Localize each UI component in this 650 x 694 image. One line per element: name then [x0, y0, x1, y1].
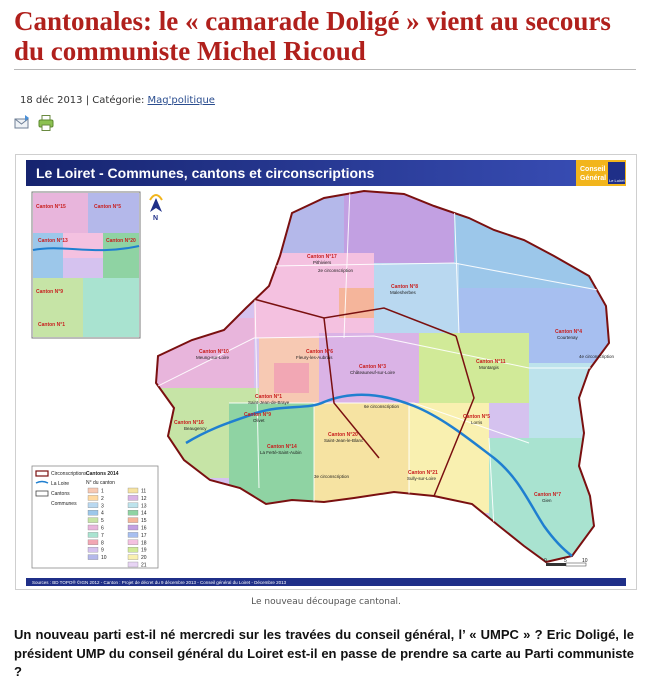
- legend-line-label: Cantons: [51, 491, 70, 497]
- title-divider: [14, 69, 636, 70]
- canton-town: La Ferté-Saint-Aubin: [260, 450, 302, 455]
- category-label: Catégorie:: [92, 95, 145, 106]
- legend-swatch: [88, 540, 98, 545]
- map-sources: Sources : BD TOPO® ©IGN 2012 - Canton : Projet de décret du 9 décembre 2013 - Conseil général du Loiret - Décembre 2013: [32, 580, 287, 585]
- legend-line-label: Communes: [51, 501, 77, 507]
- scale-label: 5: [564, 558, 567, 564]
- canton-label: Canton N°7: [534, 492, 561, 498]
- canton-label: Canton N°5: [463, 414, 490, 420]
- legend-swatch: [128, 547, 138, 552]
- canton-label: Canton N°3: [359, 364, 386, 370]
- canton-town: Saint-Jean-le-Blanc: [324, 438, 364, 443]
- legend-swatch-label: 5: [101, 518, 104, 525]
- inset-label: Canton N°1: [38, 322, 65, 328]
- legend-swatch-label: 3: [101, 503, 104, 510]
- north-label: N: [153, 215, 159, 222]
- meta-separator: |: [85, 95, 90, 106]
- article-title[interactable]: Cantonales: le « camarade Doligé » vient au secours du communiste Michel Ricoud: [14, 6, 611, 66]
- canton-town: Lorris: [471, 420, 483, 425]
- circonscription-label: 3e circonscription: [314, 474, 350, 479]
- email-icon[interactable]: [13, 114, 31, 132]
- legend-swatch-label: 9: [101, 547, 104, 554]
- canton-label: Canton N°20: [328, 432, 358, 438]
- legend-swatch: [128, 555, 138, 560]
- canton-town: Meung-sur-Loire: [196, 355, 230, 360]
- canton-town: Saint-Jean-de-Braye: [248, 400, 290, 405]
- legend-swatch: [128, 503, 138, 508]
- canton-town: Malesherbes: [390, 290, 416, 295]
- legend-swatch: [88, 495, 98, 500]
- canton-town: Fleury-les-Aubrais: [296, 355, 333, 360]
- circonscription-label: 2e circonscription: [318, 268, 354, 273]
- loiret-map[interactable]: [24, 158, 628, 588]
- legend-swatch-label: 18: [141, 540, 147, 547]
- canton-label: Canton N°8: [391, 284, 418, 290]
- legend-swatch: [128, 510, 138, 515]
- canton-town: Pithiviers: [313, 260, 332, 265]
- canton-town: Gien: [542, 498, 552, 503]
- canton-label: Canton N°10: [199, 349, 229, 355]
- legend-swatch-label: 2: [101, 495, 104, 502]
- map-figure: [15, 154, 637, 590]
- canton-label: Canton N°1: [255, 394, 282, 400]
- canton-town: Courtenay: [557, 335, 578, 340]
- legend-swatch: [128, 488, 138, 493]
- legend-swatch: [128, 540, 138, 545]
- scale-label: 0: [544, 558, 547, 564]
- canton-label: Canton N°11: [476, 359, 506, 365]
- legend-swatch: [88, 503, 98, 508]
- inset-label: Canton N°13: [38, 238, 68, 244]
- map-header-title: Le Loiret - Communes, cantons et circonscriptions: [36, 165, 375, 181]
- canton-label: Canton N°21: [408, 470, 438, 476]
- legend-swatch: [88, 525, 98, 530]
- brand-line1: Conseil: [580, 166, 606, 173]
- category-link[interactable]: Mag'politique: [147, 95, 215, 106]
- canton-label: Canton N°16: [174, 420, 204, 426]
- legend-line-label: La Loire: [51, 481, 70, 487]
- legend-swatch: [88, 518, 98, 523]
- canton-label: Canton N°14: [267, 444, 297, 450]
- legend-swatch-label: 14: [141, 510, 147, 517]
- legend-swatch-label: 10: [101, 555, 107, 562]
- brand-line2: Général: [580, 175, 607, 182]
- legend-swatch-label: 20: [141, 555, 147, 562]
- legend-swatch-label: 7: [101, 532, 104, 539]
- circonscription-label: 6e circonscription: [364, 404, 400, 409]
- legend-swatch-label: 21: [141, 562, 147, 569]
- legend-swatch: [128, 532, 138, 537]
- inset-label: Canton N°9: [36, 289, 63, 295]
- legend-swatch-label: 15: [141, 518, 147, 525]
- canton-town: Sully-sur-Loire: [407, 476, 437, 481]
- canton-town: Beaugency: [184, 426, 207, 431]
- map-legend: [32, 466, 158, 569]
- legend-swatch-label: 13: [141, 503, 147, 510]
- legend-swatch: [128, 518, 138, 523]
- legend-subtitle: N° du canton: [86, 480, 115, 486]
- article-meta: [20, 95, 215, 106]
- canton-label: Canton N°6: [306, 349, 333, 355]
- article-date: 18 déc 2013: [20, 95, 83, 106]
- circonscription-label: 4e circonscription: [579, 354, 615, 359]
- legend-swatch: [128, 562, 138, 567]
- figure-caption: Le nouveau découpage cantonal.: [251, 597, 401, 607]
- print-icon[interactable]: [37, 114, 55, 132]
- scale-label: 10: [582, 558, 588, 564]
- legend-swatch-label: 8: [101, 540, 104, 547]
- canton-label: Canton N°17: [307, 254, 337, 260]
- inset-label: Canton N°5: [94, 204, 121, 210]
- canton-town: Châteauneuf-sur-Loire: [350, 370, 396, 375]
- inset-label: Canton N°20: [106, 238, 136, 244]
- legend-swatch: [88, 488, 98, 493]
- article-intro: Un nouveau parti est-il né mercredi sur les travées du conseil général, l’ « UMPC » ? Eric Doligé, le président UMP du conseil général du Loiret est-il en passe de prendre sa carte au Parti communiste ?: [14, 627, 634, 679]
- legend-swatch-label: 16: [141, 525, 147, 532]
- legend-swatch-label: 1: [101, 488, 104, 495]
- canton-label: Canton N°4: [555, 329, 582, 335]
- canton-label: Canton N°9: [244, 412, 271, 418]
- canton-town: Montargis: [479, 365, 499, 370]
- legend-swatch-label: 17: [141, 532, 147, 539]
- legend-swatch-label: 12: [141, 495, 147, 502]
- legend-line-label: Circonscriptions: [51, 471, 87, 477]
- legend-title: Cantons 2014: [86, 471, 119, 477]
- legend-swatch: [88, 532, 98, 537]
- legend-swatch-label: 6: [101, 525, 104, 532]
- inset-label: Canton N°15: [36, 204, 66, 210]
- legend-swatch: [88, 547, 98, 552]
- canton-town: Olivet: [253, 418, 265, 423]
- legend-swatch: [88, 555, 98, 560]
- legend-swatch: [128, 525, 138, 530]
- legend-swatch: [128, 495, 138, 500]
- legend-swatch-label: 4: [101, 510, 104, 517]
- legend-swatch: [88, 510, 98, 515]
- brand-loiret: Le Loiret: [609, 178, 625, 183]
- legend-swatch-label: 11: [141, 488, 147, 495]
- legend-swatch-label: 19: [141, 547, 147, 554]
